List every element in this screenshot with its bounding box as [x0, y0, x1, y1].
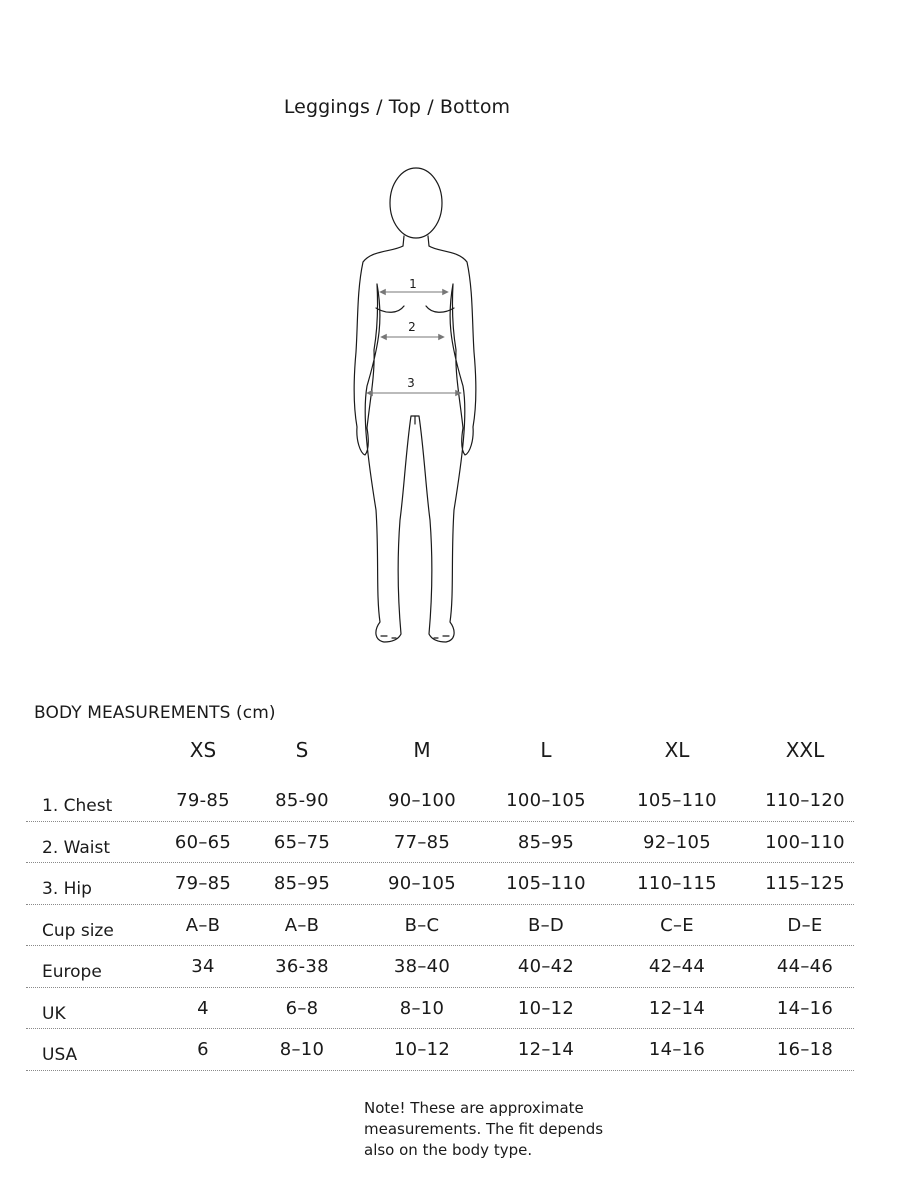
table-cell: 8–10 — [279, 1039, 325, 1060]
table-cell: 115–125 — [765, 873, 845, 894]
table-cell: 16–18 — [776, 1039, 834, 1060]
table-row — [0, 988, 900, 1030]
size-header-row — [0, 738, 900, 768]
table-cell: 100–110 — [765, 831, 845, 853]
table-cell: 4 — [197, 997, 209, 1019]
table-cell: 60–65 — [174, 831, 232, 853]
table-row — [0, 905, 900, 947]
section-title: BODY MEASUREMENTS (cm) — [34, 703, 276, 723]
table-cell: 44–46 — [776, 956, 834, 977]
table-cell: 8–10 — [399, 997, 445, 1019]
size-header: XS — [189, 738, 217, 762]
table-cell: 36-38 — [275, 956, 329, 977]
table-cell: 6 — [197, 1039, 209, 1060]
table-cell: 85–95 — [517, 831, 575, 853]
table-row — [0, 946, 900, 988]
note-line: measurements. The fit depends — [364, 1120, 604, 1138]
table-cell: A–B — [185, 914, 221, 936]
size-header: XL — [664, 738, 690, 762]
table-cell: 105–110 — [637, 790, 717, 811]
body-outline — [354, 246, 476, 642]
table-cell: 10–12 — [393, 1039, 451, 1060]
table-cell: 79-85 — [176, 790, 230, 811]
row-label: Europe — [42, 962, 102, 982]
size-header: L — [540, 738, 552, 762]
table-cell: 42–44 — [648, 956, 706, 977]
table-cell: 12–14 — [648, 997, 706, 1019]
table-cell: 100–105 — [506, 790, 586, 811]
table-cell: 6–8 — [285, 997, 319, 1019]
table-cell: 110–115 — [637, 873, 717, 894]
table-row — [0, 780, 900, 822]
size-header: XXL — [785, 738, 825, 762]
body-figure-illustration — [330, 160, 500, 650]
page-title: Leggings / Top / Bottom — [283, 96, 511, 118]
table-cell: 12–14 — [517, 1039, 575, 1060]
table-row — [0, 863, 900, 905]
row-label: Cup size — [42, 920, 114, 941]
row-label: USA — [42, 1045, 78, 1065]
head-outline — [390, 168, 442, 238]
approximate-note — [364, 1098, 664, 1161]
table-cell: 85–95 — [273, 873, 331, 894]
table-row — [0, 822, 900, 864]
table-cell: 10–12 — [517, 997, 575, 1019]
size-header: M — [413, 738, 431, 762]
table-cell: 14–16 — [776, 997, 834, 1019]
table-cell: 90–105 — [387, 873, 457, 894]
chest-marker-label: 1 — [409, 277, 417, 291]
table-cell: 65–75 — [273, 831, 331, 853]
hip-marker-label: 3 — [407, 376, 415, 390]
table-cell: 38–40 — [393, 956, 451, 977]
row-label: 3. Hip — [42, 879, 92, 899]
table-cell: 40–42 — [517, 956, 575, 977]
table-cell: 110–120 — [765, 790, 845, 811]
row-label: 1. Chest — [42, 796, 113, 816]
row-label: UK — [42, 1003, 66, 1024]
table-cell: 92–105 — [642, 831, 712, 853]
row-divider — [26, 1070, 854, 1071]
table-cell: B–D — [527, 914, 565, 936]
table-cell: 85-90 — [275, 790, 329, 811]
table-cell: 79–85 — [174, 873, 232, 894]
table-cell: B–C — [404, 914, 440, 936]
note-line: also on the body type. — [364, 1141, 533, 1159]
table-cell: D–E — [787, 914, 823, 936]
table-cell: 14–16 — [648, 1039, 706, 1060]
table-cell: 90–100 — [387, 790, 457, 811]
table-row — [0, 1029, 900, 1071]
table-cell: A–B — [284, 914, 320, 936]
table-cell: 77–85 — [393, 831, 451, 853]
note-line: Note! These are approximate — [364, 1099, 584, 1117]
table-cell: 34 — [191, 956, 215, 977]
table-cell: 105–110 — [506, 873, 586, 894]
table-cell: C–E — [660, 914, 694, 936]
measurements-table — [0, 780, 900, 1071]
waist-marker-label: 2 — [408, 320, 416, 334]
size-header: S — [295, 738, 309, 762]
row-label: 2. Waist — [42, 837, 111, 858]
